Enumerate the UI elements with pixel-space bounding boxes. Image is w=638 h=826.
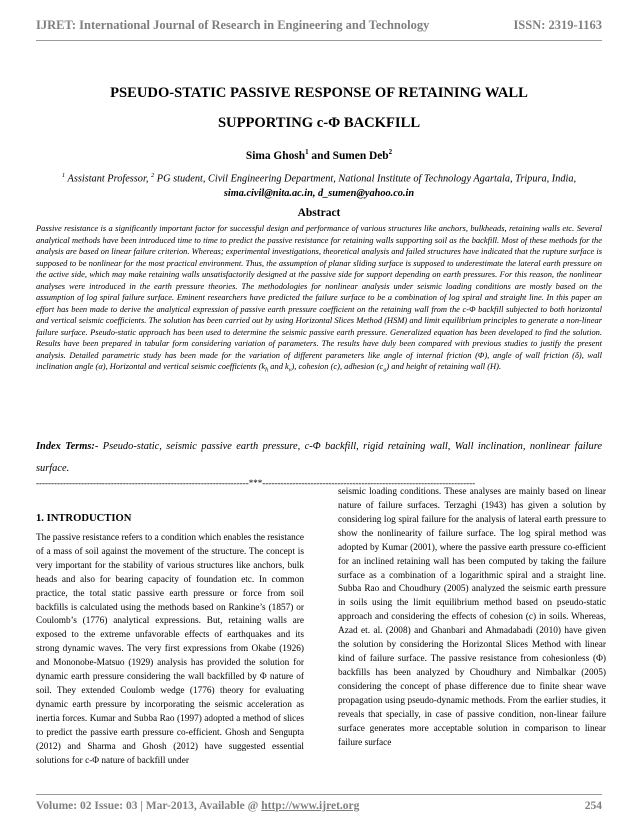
abstract-text-cohesion: ), cohesion (c), adhesion (c xyxy=(291,361,384,372)
intro-paragraph-right: seismic loading conditions. These analyses are mainly based on linear nature of failure surfaces. Terzaghi (1943) has given a solution by considering log spiral failure for the analysis of lateral earth pressure to show the nonlinearity of failure surface. The log spiral method was adopted by Kumar (2001), where the passive earth pressure co-efficient for an inclined retaining wall has been computed by taking the failure surface as a combination of a logarithmic spiral and a straight line. Subba Rao and Choudhury (2005) analyzed the seismic earth pressure in soils using the limit equilibrium method based on pseudo-static approach and considering the effects of cohesion (c) in soils. Whereas, Azad et. al. (2008) and Ghanbari and Ahmadabadi (2010) have given the solution by considering the Horizontal Slices Method with linear kind of failure surface. The passive resistance from cohesionless (Φ) backfills has been analyzed by Choudhury and Nimbalkar (2005) considering the concept of phase difference due to finite shear wave propagation using pseudo-dynamic methods. From the earlier studies, it reveals that specially, in case of passive condition, non-linear failure surface generates more acceptable solution in comparison to linear failure surface xyxy=(338,487,606,748)
index-terms xyxy=(36,436,602,480)
left-column xyxy=(36,500,304,769)
author-1-sup: 1 xyxy=(305,148,309,156)
footer-volume-text: Volume: 02 Issue: 03 | Mar-2013, Available @ xyxy=(36,800,262,812)
section-heading: 1. INTRODUCTION xyxy=(36,513,132,524)
footer-rule xyxy=(36,794,602,795)
issn: ISSN: 2319-1163 xyxy=(513,18,602,32)
author-list xyxy=(36,148,602,162)
affiliation xyxy=(36,168,602,201)
paper-title xyxy=(36,78,602,138)
journal-name: IJRET: International Journal of Research in Engineering and Technology xyxy=(36,18,430,32)
journal-link[interactable]: http://www.ijret.org xyxy=(261,800,360,812)
section-separator: -----------------------------------------------------------------------***----------------------------------------------------------------------- xyxy=(36,478,476,488)
author-2-sup: 2 xyxy=(388,148,393,156)
abstract-sub-v: v xyxy=(288,367,292,374)
affiliation-sup-2: 2 xyxy=(150,172,155,179)
header-rule xyxy=(36,40,602,41)
title-line-2: SUPPORTING c-Φ BACKFILL xyxy=(217,115,421,131)
abstract-text-end: ) and height of retaining wall (H). xyxy=(386,361,502,372)
running-footer xyxy=(36,800,602,820)
abstract-text: Passive resistance is a significantly important factor for successful design and performance of various structures like anchors, bulkheads, retaining walls etc. Several analytical methods have been introduced time to time to predict the passive resistance for retaining walls supporting soil as the backfill. Most of these methods for the analysis are based on linear failure criterion. Whereas; experimental investigations, theoretical analysis and failed structures have indicated that the rupture surface is supposed to be nonlinear for the most practical environment. Thus, the assumption of planar sliding surface is supposed to underestimate the lateral earth pressure on the active side, which may make retaining walls unsatisfactorily designed at the passive side for support depending on earth pressures. For this reason, the nonlinear analyses were introduced in the earth pressure theories. The methodologies for nonlinear analysis under seismic loading conditions are mostly based on the assumption of log spiral failure surface. Eminent researchers have predicted the failure surface to be a combination of log spiral and straight line. In this paper an effort has been made to derive the analytical expression of passive earth pressure coefficient on the retaining wall from the c-Φ backfill subjected to both horizontal and vertical seismic coefficients. The solution has been carried out by using Horizontal Slices Method (HSM) and limit equilibrium principles to generate a non-linear failure surface. Pseudo-static approach has been used to determine the seismic passive earth pressure. Generalized equation has been developed to find the solution. Results have been prepared in tabular form considering variation of parameters. The results have duly been compared with previous studies to justify the present analysis. Detailed parametric study has been made for the variation of different parameters like angle of internal friction (Φ), angle of wall friction (δ), wall inclination angle (α), Horizontal and vertical seismic coefficients (k xyxy=(36,223,602,372)
abstract-sub-a: a xyxy=(383,367,387,374)
author-1: Sima Ghosh xyxy=(245,149,306,162)
footer-volume xyxy=(36,800,359,812)
abstract-body xyxy=(36,223,602,377)
abstract-heading: Abstract xyxy=(297,207,341,219)
author-2: Sumen Deb xyxy=(332,149,389,162)
author-conjunction: and xyxy=(308,149,333,162)
page-number: 254 xyxy=(584,800,602,812)
author-emails: sima.civil@nita.ac.in, d_sumen@yahoo.co.in xyxy=(223,188,415,200)
abstract-text-and: and k xyxy=(268,361,289,372)
right-column xyxy=(338,486,606,751)
abstract-sub-h: h xyxy=(265,367,269,374)
index-terms-text: - Pseudo-static, seismic passive earth pressure, c-Φ backfill, rigid retaining wall, Wall inclination, nonlinear failure surface. xyxy=(36,441,603,474)
affiliation-sup-1: 1 xyxy=(61,172,66,179)
index-terms-label: Index Terms: xyxy=(36,441,95,452)
affiliation-text-2: PG student, Civil Engineering Department, National Institute of Technology Agartala, Tripura, India, xyxy=(154,173,577,185)
title-line-1: PSEUDO-STATIC PASSIVE RESPONSE OF RETAINING WALL xyxy=(110,85,528,101)
intro-paragraph-left: The passive resistance refers to a condition which enables the resistance of a mass of soil against the movement of the structure. The concept is very important for the stability of various structures like anchors, bulk heads and also for bearing capacity of foundation etc. In common practice, the total static passive earth pressure or force from soil backfills is calculated using the methods based on Rankine’s (1857) or Coulomb’s (1776) analytical expressions. But, retaining walls are exposed to the extreme unfavorable effects of earthquakes and its strong dynamic waves. The very first expressions from Okabe (1926) and Mononobe-Matsuo (1929) analysis has provided the solution for dynamic earth pressure considering the wall backfilled by Φ nature of soil. They extended Coulomb wedge (1776) theory for evaluating dynamic earth pressure by incorporating the seismic acceleration as inertia forces. Kumar and Subba Rao (1997) adopted a method of slices to predict the passive earth pressure co-efficient. Ghosh and Sengupta (2012) and Sharma and Ghosh (2012) have suggested essential solutions for c-Φ nature of backfill under xyxy=(36,532,304,766)
affiliation-text-1: Assistant Professor, xyxy=(65,173,151,185)
